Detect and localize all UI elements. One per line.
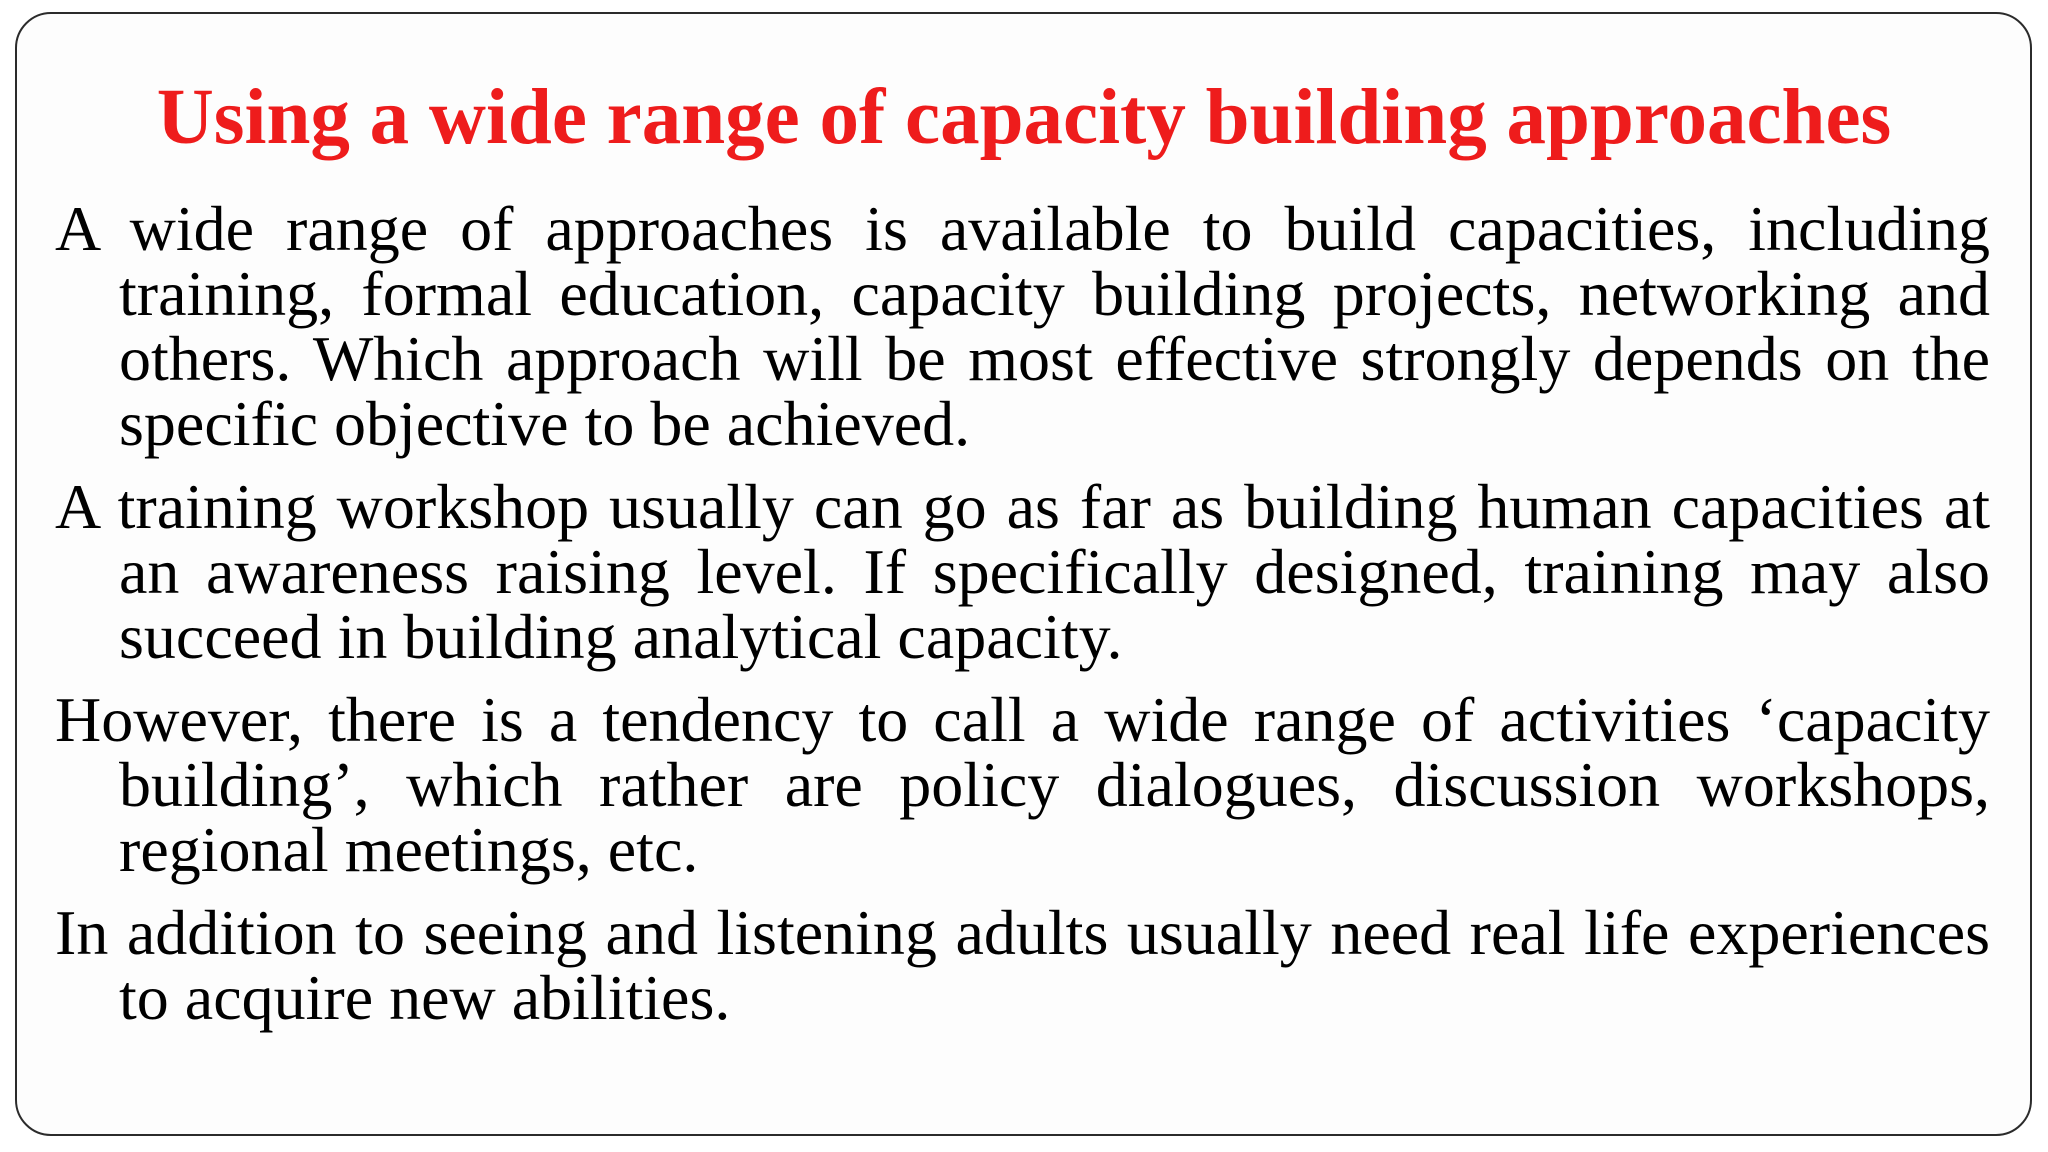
paragraph-approaches: A wide range of approaches is available to build capacities, including training, formal education, capacity building projects, networking and others. Which approach will be most effective strongly depends on the specific objective to be achieved. — [55, 193, 1990, 459]
paragraph-real-life-experiences: In addition to seeing and listening adults usually need real life experiences to acquire new abilities. — [55, 897, 1990, 1033]
slide-title: Using a wide range of capacity building approaches — [156, 74, 1892, 161]
paragraph-training-workshop: A training workshop usually can go as far as building human capacities at an awareness raising level. If specifically designed, training may also succeed in building analytical capacity. — [55, 471, 1990, 672]
paragraph-tendency: However, there is a tendency to call a wide range of activities ‘capacity building’, which rather are policy dialogues, discussion workshops, regional meetings, etc. — [55, 684, 1990, 885]
slide-body — [55, 193, 1990, 1048]
